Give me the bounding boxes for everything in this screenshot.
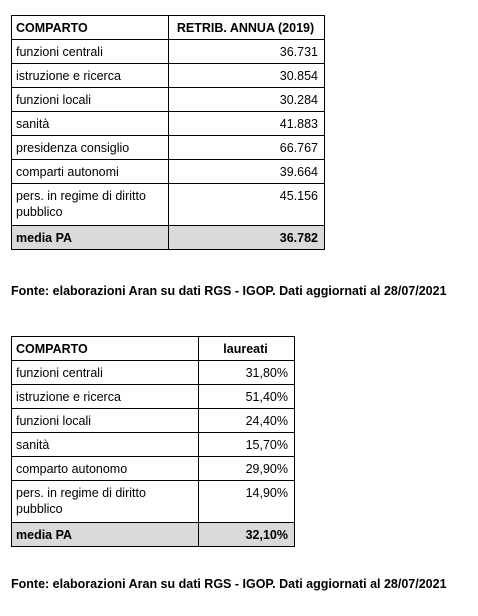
cell-comparto: funzioni locali bbox=[12, 88, 169, 112]
table-row bbox=[12, 64, 325, 88]
table-row bbox=[12, 457, 295, 481]
cell-value: 14,90% bbox=[199, 481, 295, 523]
header-comparto: COMPARTO bbox=[12, 337, 199, 361]
table-row bbox=[12, 184, 325, 226]
cell-value: 39.664 bbox=[169, 160, 325, 184]
graduates-table bbox=[11, 336, 295, 547]
cell-value: 31,80% bbox=[199, 361, 295, 385]
source-note: Fonte: elaborazioni Aran su dati RGS - IGOP. Dati aggiornati al 28/07/2021 bbox=[11, 284, 447, 298]
header-retrib: RETRIB. ANNUA (2019) bbox=[169, 16, 325, 40]
cell-value: 30.284 bbox=[169, 88, 325, 112]
cell-value: 29,90% bbox=[199, 457, 295, 481]
cell-comparto: sanità bbox=[12, 433, 199, 457]
cell-total-value: 32,10% bbox=[199, 523, 295, 547]
cell-comparto: presidenza consiglio bbox=[12, 136, 169, 160]
cell-comparto: istruzione e ricerca bbox=[12, 385, 199, 409]
header-laureati: laureati bbox=[199, 337, 295, 361]
cell-comparto: funzioni centrali bbox=[12, 361, 199, 385]
cell-total-value: 36.782 bbox=[169, 226, 325, 250]
table-row bbox=[12, 481, 295, 523]
table-row bbox=[12, 40, 325, 64]
cell-comparto: comparto autonomo bbox=[12, 457, 199, 481]
cell-total-label: media PA bbox=[12, 523, 199, 547]
cell-value: 15,70% bbox=[199, 433, 295, 457]
cell-value: 45.156 bbox=[169, 184, 325, 226]
cell-comparto: sanità bbox=[12, 112, 169, 136]
source-note: Fonte: elaborazioni Aran su dati RGS - IGOP. Dati aggiornati al 28/07/2021 bbox=[11, 577, 447, 591]
table-row bbox=[12, 136, 325, 160]
table-row bbox=[12, 88, 325, 112]
header-comparto: COMPARTO bbox=[12, 16, 169, 40]
cell-comparto: comparti autonomi bbox=[12, 160, 169, 184]
table-row bbox=[12, 160, 325, 184]
cell-comparto: istruzione e ricerca bbox=[12, 64, 169, 88]
table-row bbox=[12, 112, 325, 136]
cell-total-label: media PA bbox=[12, 226, 169, 250]
table-row bbox=[12, 361, 295, 385]
table-row bbox=[12, 409, 295, 433]
cell-comparto: funzioni locali bbox=[12, 409, 199, 433]
cell-value: 36.731 bbox=[169, 40, 325, 64]
table-header-row bbox=[12, 16, 325, 40]
table-header-row bbox=[12, 337, 295, 361]
cell-comparto: funzioni centrali bbox=[12, 40, 169, 64]
salary-table bbox=[11, 15, 325, 250]
table-total-row bbox=[12, 523, 295, 547]
cell-comparto: pers. in regime di diritto pubblico bbox=[12, 184, 169, 226]
table-row bbox=[12, 385, 295, 409]
cell-comparto: pers. in regime di diritto pubblico bbox=[12, 481, 199, 523]
cell-value: 41.883 bbox=[169, 112, 325, 136]
table-total-row bbox=[12, 226, 325, 250]
table-row bbox=[12, 433, 295, 457]
cell-value: 24,40% bbox=[199, 409, 295, 433]
cell-value: 66.767 bbox=[169, 136, 325, 160]
cell-value: 51,40% bbox=[199, 385, 295, 409]
cell-value: 30.854 bbox=[169, 64, 325, 88]
